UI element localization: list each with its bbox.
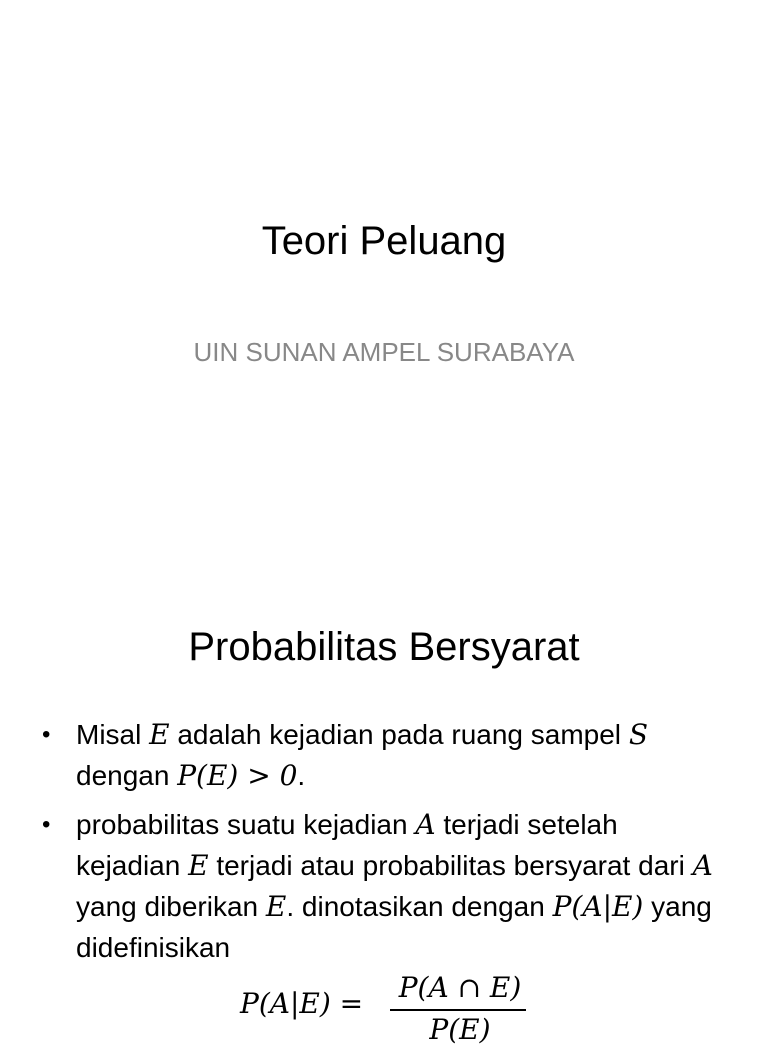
slide-conditional-probability <box>0 576 768 1046</box>
fraction-bar <box>390 1009 526 1011</box>
math-var: A <box>692 849 713 882</box>
slide-title-heading: Teori Peluang <box>261 219 507 263</box>
bullet-text: terjadi setelah kejadian <box>76 809 618 881</box>
bullet-item <box>40 804 722 968</box>
math-expression: P(E) > 0 <box>177 759 298 792</box>
bullet-text: Misal <box>76 719 150 750</box>
formula-numerator: P(A ∩ E) <box>398 971 522 1004</box>
bullet-item <box>40 714 722 796</box>
bullet-text: terjadi atau probabilitas bersyarat dari <box>208 850 693 881</box>
bullet-marker: • <box>42 811 51 838</box>
bullet-text: dengan <box>76 760 178 791</box>
bullet-marker: • <box>42 721 51 748</box>
slide-heading: Probabilitas Bersyarat <box>188 625 580 669</box>
slide-subtitle: UIN SUNAN AMPEL SURABAYA <box>193 337 575 367</box>
bullet-text: . <box>297 760 306 791</box>
formula-lhs: P(A|E) = <box>240 987 364 1020</box>
math-var: E <box>188 849 209 882</box>
math-expression: P(A|E) <box>552 890 644 923</box>
bullet-list <box>40 714 722 976</box>
bullet-text: probabilitas suatu kejadian <box>76 809 416 840</box>
bullet-text: yang diberikan <box>76 891 266 922</box>
math-var: E <box>265 890 287 923</box>
bullet-text: adalah kejadian pada ruang sampel <box>169 719 629 750</box>
math-var: E <box>149 718 170 751</box>
math-var: A <box>415 808 436 841</box>
math-var: S <box>628 718 648 751</box>
bullet-text: . dinotasikan dengan <box>286 891 553 922</box>
bullet-text: yang didefinisikan <box>76 891 712 963</box>
formula-denominator: P(E) <box>429 1013 491 1046</box>
